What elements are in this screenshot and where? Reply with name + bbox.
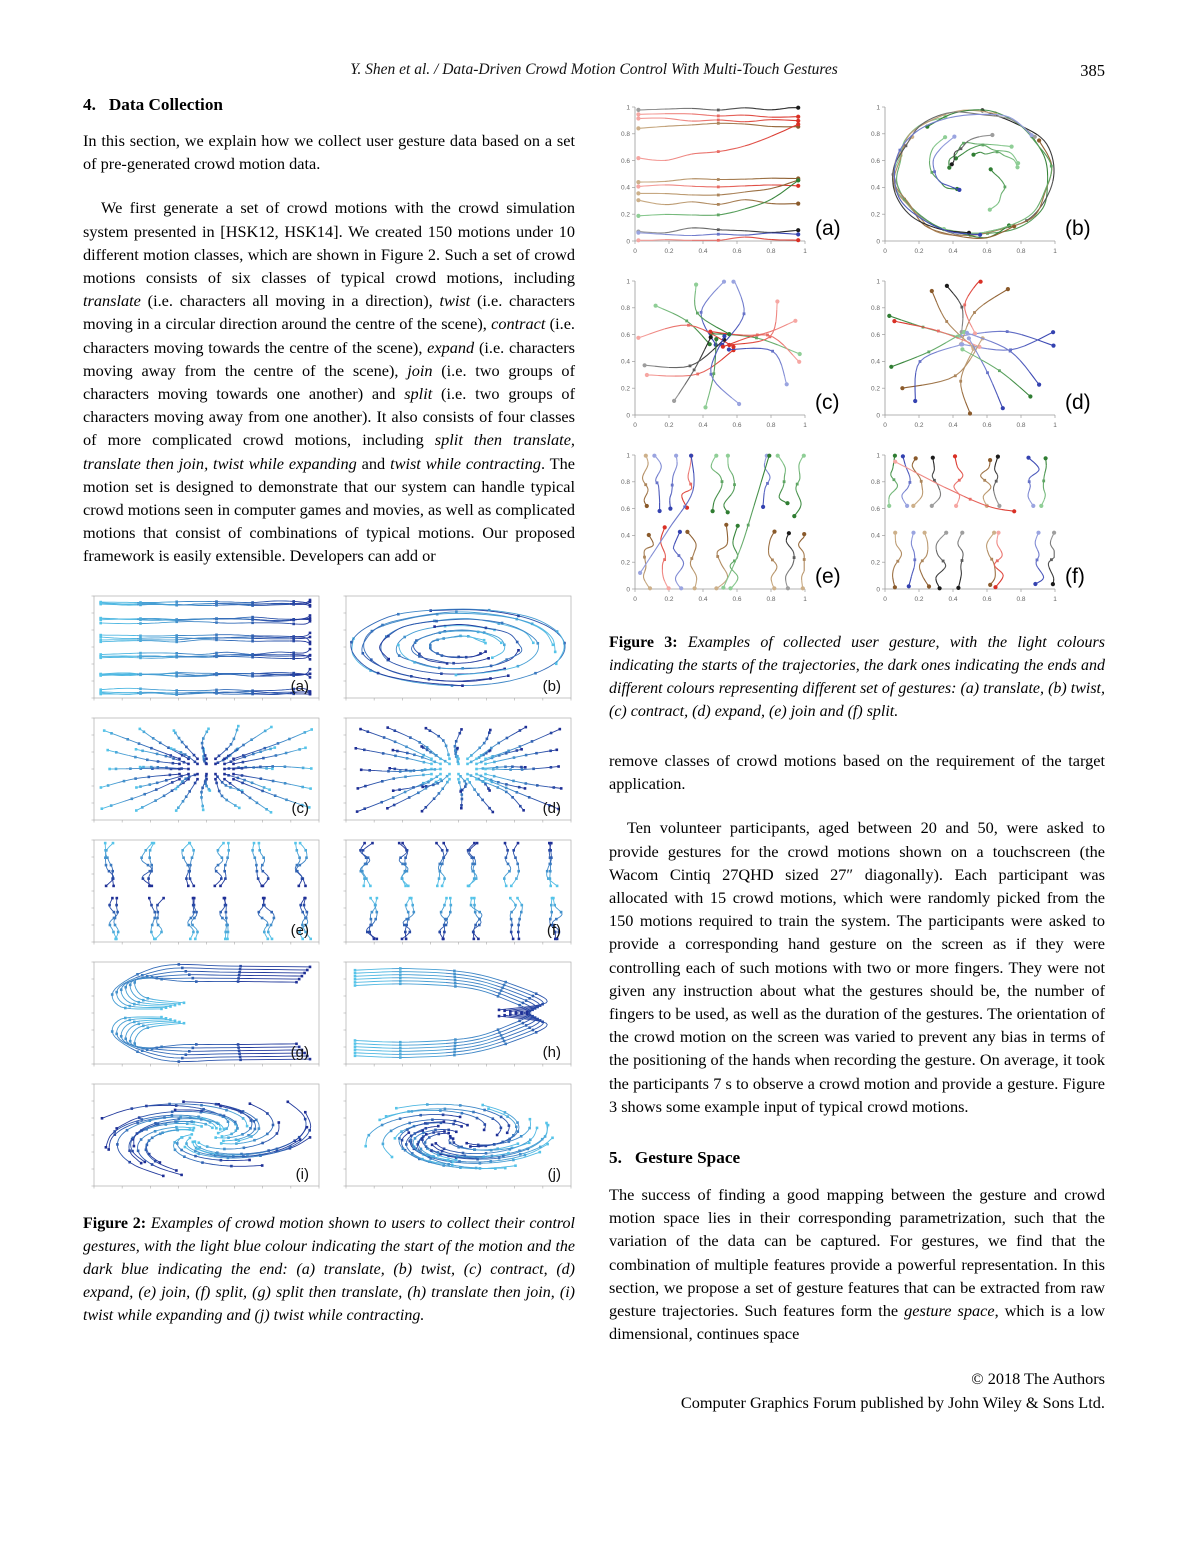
trajectories-group	[638, 454, 806, 591]
figure-3	[609, 101, 1105, 723]
x-tick-label: 0.4	[948, 596, 958, 603]
y-tick-label: 0.2	[870, 385, 880, 393]
y-tick-label: 0.2	[620, 559, 630, 567]
figure-3-subplot-f	[859, 449, 1103, 619]
x-tick-label: 0.6	[732, 596, 742, 603]
x-tick-label: 0.8	[1016, 422, 1026, 429]
figure-3-subplot-b	[859, 101, 1103, 271]
figure-3-subplot-c	[609, 275, 853, 445]
subplot-label: (f)	[1065, 565, 1085, 588]
y-tick-label: 0.8	[620, 479, 630, 487]
subplot-label: (e)	[815, 565, 841, 588]
figure-3-subplot-e	[609, 449, 853, 619]
y-tick-label: 1	[626, 278, 630, 286]
figure-3-grid	[609, 101, 1105, 619]
x-tick-label: 0.6	[982, 422, 992, 429]
y-tick-label: 0.2	[870, 211, 880, 219]
figure-2-subplot-a	[83, 594, 321, 712]
paragraph-participants: Ten volunteer participants, aged between 20 and 50, were asked to provide gestures for the crowd motions shown on a touchscreen (the Wacom Cintiq 27QHD sized 27″ diagonally). Each participant was allocated with 15 crowd motions, which were randomly picked from the 150 motions required to train the system. The participants were asked to provide a corresponding hand gesture on the screen as if they were controlling each of such motions with two or more fingers. They were not given any instruction about what the gestures should be, the number of fingers to be used, as well as the duration of the gestures. The orientation of the crowd motion on the screen was varied to prevent any bias in terms of the positioning of the hands when recording the gesture. On average, it took the participants 7 s to observe a crowd motion and provide a gesture. Figure 3 shows some example input of typical crowd motions.	[609, 818, 1105, 1116]
y-tick-label: 0.4	[870, 358, 880, 366]
x-tick-label: 0.4	[698, 422, 708, 429]
x-tick-label: 1	[1053, 422, 1057, 429]
y-tick-label: 0	[876, 412, 880, 420]
x-tick-label: 0.6	[732, 422, 742, 429]
y-tick-label: 0.8	[870, 479, 880, 487]
subplot-label: (h)	[542, 1043, 561, 1061]
subplot-label: (b)	[1065, 217, 1091, 240]
x-tick-label: 0.4	[698, 596, 708, 603]
figure-2-subplot-i	[83, 1082, 321, 1200]
trajectories-group	[891, 108, 1054, 238]
y-tick-label: 0	[876, 238, 880, 246]
x-tick-label: 0.8	[766, 422, 776, 429]
y-tick-label: 0.6	[870, 505, 880, 513]
y-tick-label: 0.4	[620, 532, 630, 540]
y-tick-label: 0.8	[620, 131, 630, 139]
x-tick-label: 0.8	[1016, 596, 1026, 603]
columns	[83, 95, 1105, 1414]
x-tick-label: 0.2	[664, 596, 674, 603]
x-tick-label: 0	[633, 596, 637, 603]
section-4-number: 4.	[83, 95, 96, 114]
publisher-line: Computer Graphics Forum published by John Wiley & Sons Ltd.	[680, 1392, 1105, 1412]
section-4-heading	[83, 95, 575, 115]
section-5-heading	[609, 1148, 1105, 1168]
y-tick-label: 0.4	[620, 184, 630, 192]
x-tick-label: 0.8	[766, 596, 776, 603]
y-tick-label: 0.6	[870, 331, 880, 339]
figure-2-subplot-h	[335, 960, 573, 1078]
y-tick-label: 0	[876, 586, 880, 594]
figure-2-subplot-g	[83, 960, 321, 1078]
x-tick-label: 0	[883, 248, 887, 255]
y-tick-label: 0	[626, 586, 630, 594]
x-tick-label: 0.6	[982, 596, 992, 603]
figure-3-caption: Figure 3: Examples of collected user gesture, with the light colours indicating the starts of the trajectories, the dark ones indicating the ends and different colours representing different set of gestures: (a) translate, (b) twist, (c) contract, (d) expand, (e) join and (f) split.	[609, 634, 1105, 720]
figure-2-subplot-b	[335, 594, 573, 712]
subplot-label: (a)	[290, 677, 309, 695]
paragraph-crowd-motion-classes: We first generate a set of crowd motions with the crowd simulation system presented in [HSK12, HSK14]. We created 150 motions under 10 different motion classes, which are shown in Figure 2. Such a set of crowd motions consists of six classes of typical crowd motions, including translate (i.e. characters all moving in a direction), twist (i.e. characters moving in a circular direction around the centre of the scene), contract (i.e. characters moving towards the centre of the scene), expand (i.e. characters moving away from the centre of the scene), join (i.e. two groups of characters moving towards one another) and split (i.e. two groups of characters moving away from one another). It also consists of four classes of more complicated crowd motions, including split then translate, translate then join, twist while expanding and twist while contracting. The motion set is designed to demonstrate that our system can handle typical crowd motions seen in computer games and movies, as well as complicated motions that consist of combinations of typical motions. Our proposed framework is easily extensible. Developers can add or	[83, 198, 575, 566]
y-tick-label: 1	[876, 104, 880, 112]
figure-2-grid	[83, 594, 575, 1200]
y-tick-label: 1	[626, 452, 630, 460]
x-tick-label: 0.2	[664, 422, 674, 429]
section-4-title: Data Collection	[108, 95, 223, 114]
x-tick-label: 0.2	[914, 422, 924, 429]
figure-2-subplot-d	[335, 716, 573, 834]
y-tick-label: 0	[626, 238, 630, 246]
y-tick-label: 0.4	[620, 358, 630, 366]
subplot-label: (b)	[542, 677, 561, 695]
section-5-number: 5.	[609, 1148, 622, 1168]
paragraph-data-collection-intro: In this section, we explain how we collect user gesture data based on a set of pre-generated crowd motion data.	[83, 131, 575, 174]
right-column	[609, 95, 1105, 1414]
x-tick-label: 0.2	[664, 248, 674, 255]
figure-2-subplot-f	[335, 838, 573, 956]
x-tick-label: 0.6	[982, 248, 992, 255]
y-tick-label: 0.4	[870, 532, 880, 540]
subplot-label: (g)	[290, 1043, 309, 1061]
running-title: Y. Shen et al. / Data-Driven Crowd Motion Control With Multi-Touch Gestures	[350, 61, 838, 78]
y-tick-label: 0.6	[620, 505, 630, 513]
figure-2-subplot-c	[83, 716, 321, 834]
trajectories-group	[887, 280, 1055, 416]
y-tick-label: 1	[626, 104, 630, 112]
y-tick-label: 0.4	[870, 184, 880, 192]
y-tick-label: 0	[626, 412, 630, 420]
y-tick-label: 1	[876, 278, 880, 286]
trajectories-group	[887, 454, 1056, 591]
figure-2-caption: Figure 2: Examples of crowd motion shown to users to collect their control gestures, with the light blue colour indicating the start of the motion and the dark blue indicating the end: (a) translate, (b) twist, (c) contract, (d) expand, (e) join, (f) split, (g) split then translate, (h) translate then join, (i) twist while expanding and (j) twist while contracting.	[83, 1214, 576, 1324]
y-tick-label: 0.2	[870, 559, 880, 567]
x-tick-label: 0	[883, 596, 887, 603]
y-tick-label: 0.2	[620, 385, 630, 393]
x-tick-label: 0.4	[948, 422, 958, 429]
x-tick-label: 0.2	[914, 596, 924, 603]
y-tick-label: 1	[876, 452, 880, 460]
y-tick-label: 0.8	[870, 131, 880, 139]
subplot-label: (j)	[547, 1165, 561, 1183]
figure-2-subplot-e	[83, 838, 321, 956]
subplot-label: (e)	[290, 921, 309, 939]
x-tick-label: 0.6	[732, 248, 742, 255]
x-tick-label: 0	[633, 422, 637, 429]
running-head	[83, 61, 1105, 79]
trajectories-group	[636, 280, 802, 410]
page-number: 385	[1080, 61, 1105, 80]
x-tick-label: 0.4	[948, 248, 958, 255]
copyright-line: © 2018 The Authors	[971, 1369, 1105, 1389]
x-tick-label: 1	[803, 596, 807, 603]
y-tick-label: 0.6	[870, 157, 880, 165]
figure-2-subplot-j	[335, 1082, 573, 1200]
subplot-label: (i)	[295, 1165, 309, 1183]
y-tick-label: 0.8	[620, 305, 630, 313]
publisher-footer	[609, 1367, 1105, 1414]
figure-3-subplot-d	[859, 275, 1103, 445]
section-5-title: Gesture Space	[634, 1148, 741, 1168]
y-tick-label: 0.8	[870, 305, 880, 313]
x-tick-label: 0	[883, 422, 887, 429]
subplot-label: (d)	[542, 799, 561, 817]
paragraph-remove-classes: remove classes of crowd motions based on the requirement of the target application.	[609, 751, 1105, 794]
subplot-label: (c)	[291, 799, 309, 817]
x-tick-label: 1	[1053, 248, 1057, 255]
figure-2	[83, 594, 575, 1327]
y-tick-label: 0.6	[620, 157, 630, 165]
x-tick-label: 0	[633, 248, 637, 255]
trajectories-group	[636, 106, 800, 243]
subplot-label: (f)	[546, 921, 561, 939]
paragraph-gesture-space: The success of finding a good mapping between the gesture and crowd motion space lies in their corresponding parametrization, such that the variation of the data can be captured. For gestures, we find that the combination of multiple features provide a powerful representation. In this section, we propose a set of gesture features that can be extracted from raw gesture trajectories. Such features form the gesture space, which is a low dimensional, continues space	[609, 1185, 1106, 1344]
x-tick-label: 0.8	[1016, 248, 1026, 255]
subplot-label: (c)	[815, 391, 840, 414]
y-tick-label: 0.2	[620, 211, 630, 219]
x-tick-label: 1	[803, 248, 807, 255]
left-column	[83, 95, 575, 1414]
subplot-label: (a)	[815, 217, 841, 240]
subplot-label: (d)	[1065, 391, 1091, 414]
x-tick-label: 1	[1053, 596, 1057, 603]
x-tick-label: 0.4	[698, 248, 708, 255]
x-tick-label: 0.8	[766, 248, 776, 255]
figure-3-subplot-a	[609, 101, 853, 271]
y-tick-label: 0.6	[620, 331, 630, 339]
x-tick-label: 0.2	[914, 248, 924, 255]
x-tick-label: 1	[803, 422, 807, 429]
